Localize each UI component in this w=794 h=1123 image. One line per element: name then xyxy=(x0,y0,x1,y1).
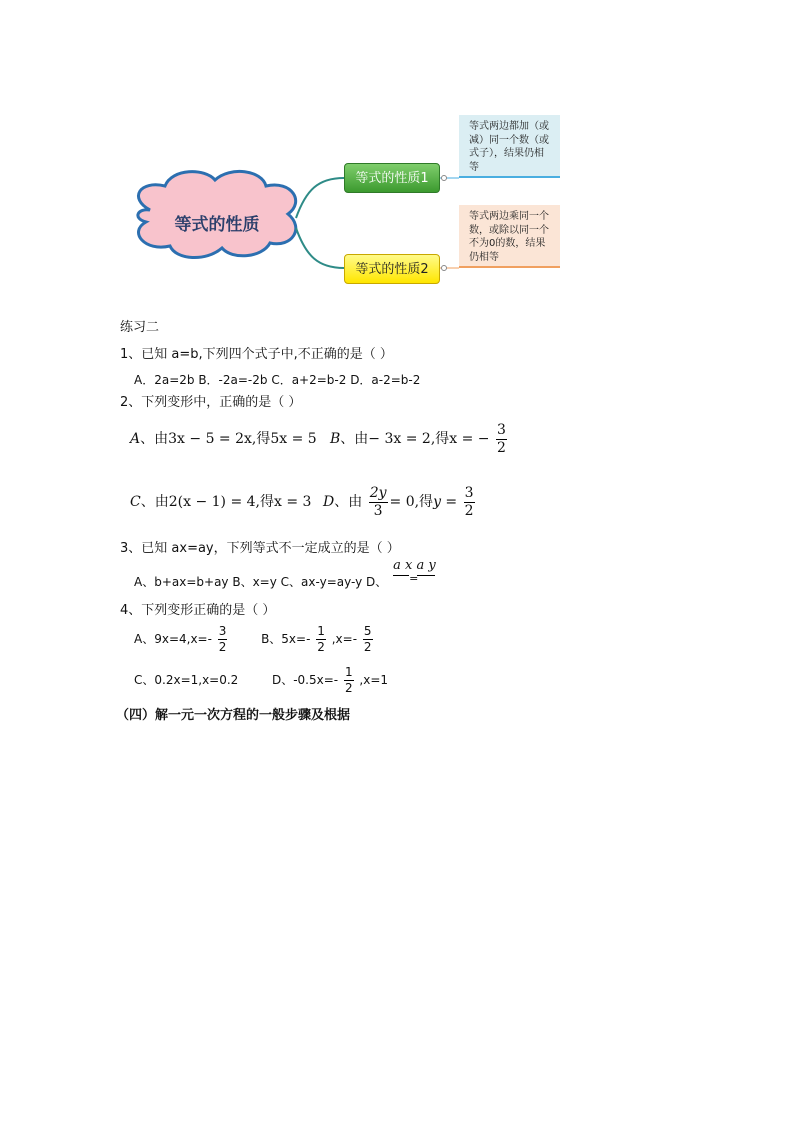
q4-b2: ,x=- xyxy=(331,632,358,646)
node1-endpoint-icon xyxy=(442,176,447,181)
q2-d-result-fraction xyxy=(464,485,475,520)
q2-d-fraction xyxy=(369,485,388,520)
note-line: 不为0的数，结果 xyxy=(469,238,546,249)
denominator: 2 xyxy=(363,640,372,654)
denominator: 2 xyxy=(317,640,325,654)
fraction-bar xyxy=(393,575,409,576)
note-line: 等 xyxy=(469,161,479,173)
q4-a-fraction xyxy=(218,624,228,655)
q4-a: A、9x=4,x=- xyxy=(134,632,212,646)
q2-d-eq: = 0 xyxy=(389,494,415,510)
denominator: 2 xyxy=(464,502,474,519)
q4-row-1 xyxy=(134,621,375,657)
note-line: 式子），结果仍相 xyxy=(469,148,544,159)
q4-b: B、5x=- xyxy=(261,632,311,646)
branch-line-2 xyxy=(296,228,344,268)
q2-b-res: x = − xyxy=(449,431,490,447)
q2-c-label: C xyxy=(130,494,141,510)
numerator: 3 xyxy=(497,421,506,438)
note-line: 减）同一个数（或 xyxy=(469,134,549,146)
denominator: 3 xyxy=(373,502,383,519)
q2-stem: 2、下列变形中，正确的是（ ） xyxy=(120,395,302,410)
q2-option-b xyxy=(330,421,509,457)
denominator: 2 xyxy=(344,681,353,695)
mindmap-note-2 xyxy=(459,205,560,268)
q2-option-a xyxy=(130,421,317,457)
numerator: 2y xyxy=(369,484,387,501)
fraction-bar xyxy=(417,575,435,576)
numerator: 1 xyxy=(344,665,353,679)
q3-stem: 3、已知 ax=ay，下列等式不一定成立的是（ ） xyxy=(120,541,400,556)
q2-d-label: D xyxy=(323,494,335,510)
q3-d-expression xyxy=(391,558,437,590)
q4-row-2 xyxy=(134,662,388,698)
q2-b-eq: − 3x = 2 xyxy=(368,431,431,447)
q2-d-res: y = xyxy=(433,494,458,510)
mindmap-node-2: 等式的性质2 xyxy=(344,254,440,284)
q1-options: A．2a=2b B．-2a=-2b C．a+2=b-2 D．a-2=b-2 xyxy=(134,373,421,387)
q2-c-mid: ,得 xyxy=(255,494,274,510)
q2-a-pre: 、由3 xyxy=(140,431,178,447)
mindmap-root-label: 等式的性质 xyxy=(174,215,260,235)
q4-stem: 4、下列变形正确的是（ ） xyxy=(120,603,276,618)
numerator: 3 xyxy=(218,624,227,638)
q4-d2: ,x=1 xyxy=(359,673,389,687)
note-line: 等式两边乘同一个 xyxy=(469,211,549,222)
note-line: 数，或除以同一个 xyxy=(469,224,549,236)
q3-d-eq: = xyxy=(409,572,419,585)
q4-b-fraction xyxy=(316,624,326,655)
numerator: 1 xyxy=(317,624,325,638)
section-title: 练习二 xyxy=(120,320,160,335)
q2-a-res: x = 5 xyxy=(279,431,317,447)
q4-d-fraction xyxy=(344,665,354,696)
q4-d: D、-0.5x=- xyxy=(271,673,339,687)
mindmap-node-1: 等式的性质1 xyxy=(344,163,440,193)
note-line: 等式两边都加（或 xyxy=(469,121,549,132)
q2-b-pre: 、由 xyxy=(340,431,369,447)
q2-a-mid: ,得5 xyxy=(251,431,280,447)
mindmap-note-1 xyxy=(459,115,560,178)
numerator: 5 xyxy=(363,624,372,638)
q2-d-pre: 、由 xyxy=(334,494,363,510)
q2-c-res: x = 3 xyxy=(273,494,312,510)
node2-endpoint-icon xyxy=(442,266,447,271)
numerator: 3 xyxy=(464,484,474,501)
q3-options-text: A、b+ax=b+ay B、x=y C、ax-y=ay-y D、 xyxy=(134,575,388,589)
q4-c: C、0.2x=1,x=0.2 xyxy=(134,673,239,687)
q2-c-eq: x − 1) = 4 xyxy=(183,494,256,510)
denominator: 2 xyxy=(218,640,227,654)
q2-option-c xyxy=(130,484,311,520)
denominator: 2 xyxy=(497,439,506,456)
branch-line-1 xyxy=(296,178,344,218)
q2-option-d xyxy=(323,484,477,520)
note-line: 仍相等 xyxy=(469,251,499,263)
q2-b-label: B xyxy=(330,431,341,447)
q3-d-top: a x a y xyxy=(393,558,436,573)
q2-a-eq: x − 5 = 2x xyxy=(177,431,252,447)
q2-c-pre: 、由2( xyxy=(140,494,184,510)
section-4-heading: （四）解一元一次方程的一般步骤及根据 xyxy=(116,708,351,723)
q4-b2-fraction xyxy=(363,624,373,655)
q3-options xyxy=(134,558,437,590)
q1-stem: 1、已知 a=b,下列四个式子中,不正确的是（ ） xyxy=(120,347,393,362)
q2-b-mid: ,得 xyxy=(430,431,450,447)
q2-a-label: A xyxy=(130,431,141,447)
q2-d-mid: ,得 xyxy=(414,494,434,510)
q2-b-fraction xyxy=(496,422,507,457)
